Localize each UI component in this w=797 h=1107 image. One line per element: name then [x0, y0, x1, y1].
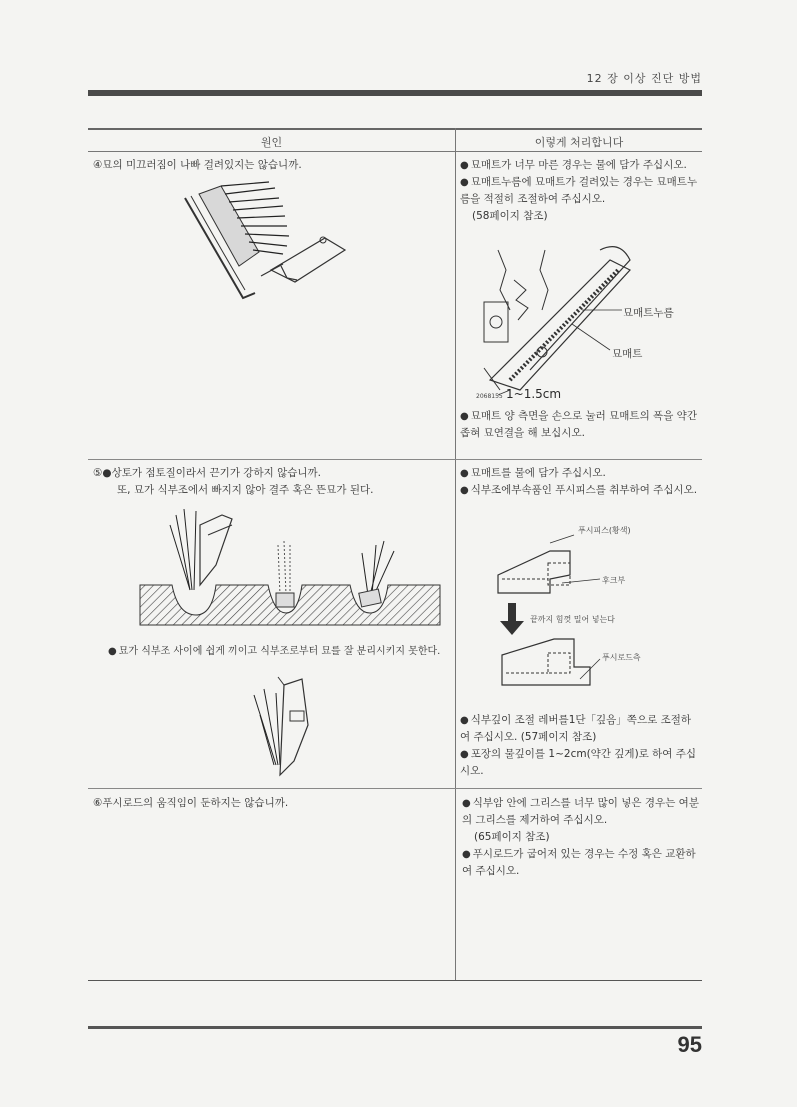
table-top-rule [88, 128, 702, 130]
mat-presser-figure [470, 240, 650, 400]
push-instruction: 끝까지 힘껏 밀어 넣는다 [530, 615, 615, 624]
page-reference: (65페이지 참조) [474, 831, 550, 843]
action-item: ● 식부조에부속품인 푸시피스를 취부하여 주십시오. [460, 482, 700, 499]
label-mat: 묘매트 [612, 348, 643, 360]
page-reference: (58페이지 참조) [472, 210, 548, 222]
cause-6: ⑥푸시로드의 움직임이 둔하지는 않습니까. [93, 797, 289, 809]
row-divider [88, 459, 702, 460]
cause-5 [93, 465, 453, 499]
action-item: ● 포장의 물깊이를 1~2cm(약간 깊게)로 하여 주십시오. [460, 746, 700, 780]
action-item: ● 묘매트를 물에 담가 주십시오. [460, 465, 700, 482]
seedling-slide-figure [175, 180, 355, 305]
claw-stuck-figure [250, 665, 330, 785]
header-cause: 원인 [260, 136, 283, 149]
cause-4: ④묘의 미끄러짐이 나빠 걸려있지는 않습니까. [93, 159, 302, 171]
label-hook: 후크부 [602, 576, 626, 585]
header-rule [88, 90, 702, 96]
column-divider [455, 128, 456, 980]
table-header-rule [88, 151, 702, 152]
cause-5-line2: 또, 묘가 식부조에서 빠지지 않아 결주 혹은 뜬묘가 된다. [117, 484, 374, 496]
cause-5-bullet2 [108, 643, 453, 660]
action-item: ● 묘매트누름에 묘매트가 걸려있는 경우는 묘매트누름을 적절히 조절하여 주십시오. [460, 174, 700, 208]
label-mat-presser: 묘매트누름 [623, 307, 674, 319]
action-item: ● 묘매트가 너무 마른 경우는 물에 담가 주십시오. [460, 157, 700, 174]
label-push-piece: 푸시피스(황색) [578, 526, 631, 535]
action-6-list [462, 795, 700, 880]
label-push-rod: 푸시로드측 [602, 653, 641, 662]
cause-5-line1: ⑤●상토가 점토질이라서 끈기가 강하지 않습니까. [93, 467, 321, 479]
chapter-title: 12 장 이상 진단 방법 [586, 72, 702, 85]
planting-claw-soil-figure [140, 505, 440, 635]
page-number: 95 [677, 1032, 702, 1057]
cause-item: ● 묘가 식부조 사이에 쉽게 끼이고 식부조로부터 묘를 잘 분리시키지 못한다. [108, 646, 440, 657]
action-item: ● 푸시로드가 굽어저 있는 경우는 수정 혹은 교환하여 주십시오. [462, 846, 700, 880]
dimension-label: 1~1.5cm [506, 387, 562, 401]
row-divider [88, 788, 702, 789]
footer-rule [88, 1026, 702, 1029]
action-item: ● 식부깊이 조절 레버를1단「깊음」쪽으로 조절하여 주십시오. (57페이지 참조) [460, 712, 700, 746]
action-item: ● 식부암 안에 그리스를 너무 많이 넣은 경우는 여분의 그리스를 제거하여 주십시오. [462, 795, 700, 829]
action-4-list [460, 157, 700, 225]
header-action: 이렇게 처리합니다 [534, 136, 624, 149]
action-5-list [460, 465, 700, 499]
action-4-extra: ● 묘매트 양 측면을 손으로 눌러 묘매트의 폭을 약간 좁혀 묘연결을 해 보십시오. [460, 408, 700, 442]
figure-code: 2068155 [476, 393, 503, 400]
table-bottom-rule [88, 980, 702, 981]
action-5-after [460, 712, 700, 780]
